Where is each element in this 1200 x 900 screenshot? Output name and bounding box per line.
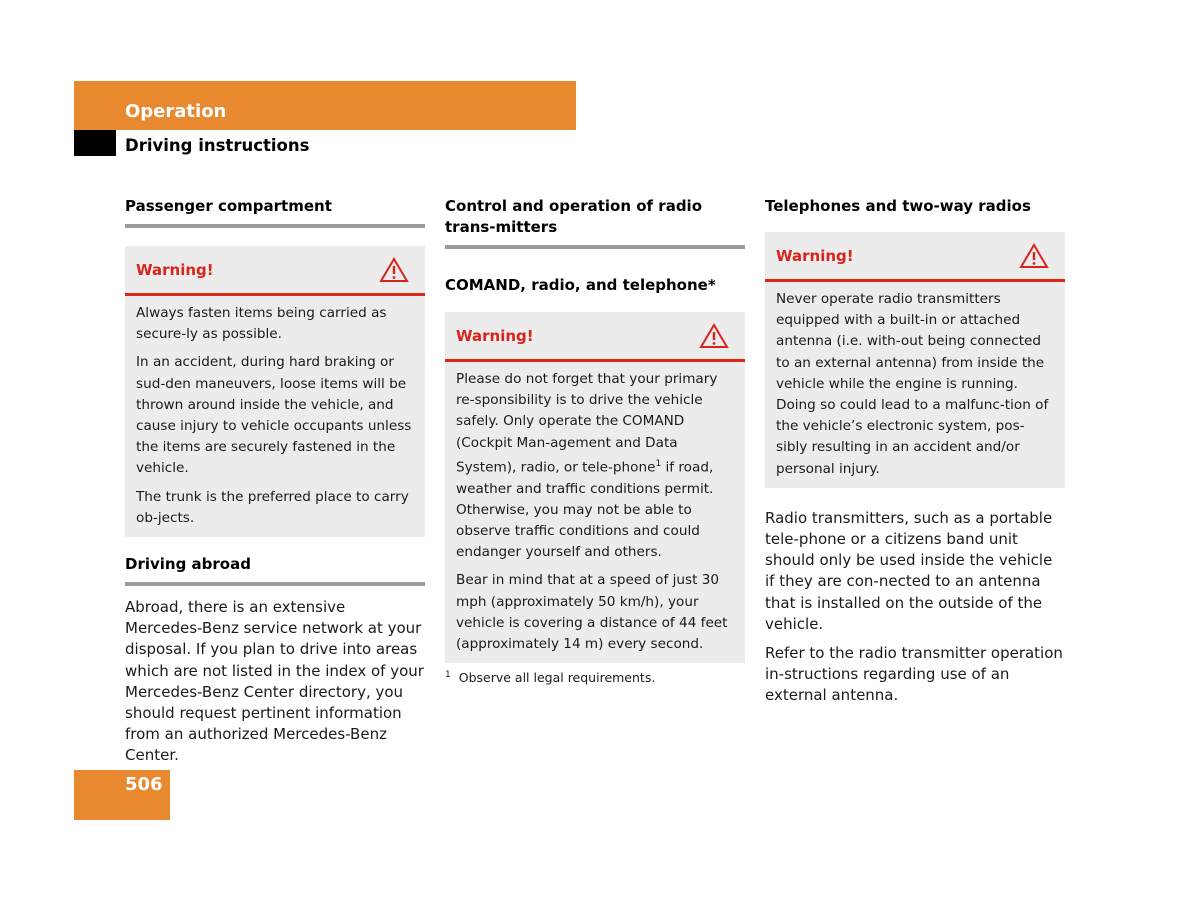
column-middle [445,196,745,685]
section-title: Driving instructions [125,136,310,155]
column-right [765,196,1065,715]
heading-comand: COMAND, radio, and telephone* [445,276,716,294]
chapter-title: Operation [125,101,227,122]
heading-driving-abroad: Driving abroad [125,554,425,586]
warning-body [765,282,1065,488]
warning-header [765,232,1065,282]
footnote-text: Observe all legal requirements. [458,670,656,686]
page-number: 506 [125,774,163,795]
warning-paragraph: The trunk is the preferred place to carry ob-jects. [136,488,409,526]
warning-label: Warning! [776,247,854,265]
warning-triangle-icon [699,323,729,349]
footnote [445,670,745,685]
warning-header [445,312,745,362]
warning-paragraph: Bear in mind that at a speed of just 30 mph (approximately 50 km/h), your vehicle is covering a distance of 44 feet (approximately 14 m) every second. [456,572,728,652]
heading-radio-transmitters: Control and operation of radio trans-mitters [445,196,745,249]
warning-body [445,362,745,663]
column-left [125,196,425,775]
warning-paragraph [456,369,734,563]
body-text [125,597,425,767]
warning-text: Please do not forget that your primary re-sponsibility is to drive the vehicle safely. Only operate the COMAND (Cockpit Man-agement and Data System), radio, or tele-phone [456,371,718,476]
body-paragraph: Refer to the radio transmitter operation in-structions regarding use of an external antenna. [765,644,1063,705]
warning-paragraph: In an accident, during hard braking or sud-den maneuvers, loose items will be thrown around inside the vehicle, and cause injury to vehicle occupants unless the items are securely fastened in the vehicle. [136,354,412,477]
warning-box [445,312,745,663]
section-marker [74,130,116,156]
warning-box [125,246,425,537]
heading-telephones: Telephones and two-way radios [765,197,1031,215]
body-text [765,508,1065,707]
warning-triangle-icon [379,257,409,283]
body-paragraph: Abroad, there is an extensive Mercedes-Benz service network at your disposal. If you plan to drive into areas which are not listed in the index of your Mercedes-Benz Center directory, you should request pertinent information from an authorized Mercedes-Benz Center. [125,598,424,765]
warning-label: Warning! [456,327,534,345]
warning-paragraph: Never operate radio transmitters equipped with a built-in or attached antenna (i.e. with-out being connected to an external antenna) from inside the vehicle while the engine is running. Doing so could lead to a malfunc-tion of the vehicle’s electronic system, pos-sibly resulting in an accident and/or personal injury. [776,291,1049,477]
warning-body [125,296,425,537]
footnote-ref: 1 [655,458,662,469]
warning-paragraph: Always fasten items being carried as secure-ly as possible. [136,305,387,343]
warning-header [125,246,425,296]
body-paragraph: Radio transmitters, such as a portable tele-phone or a citizens band unit should only be used inside the vehicle if they are con-nected to an antenna that is installed on the outside of the vehicle. [765,508,1053,633]
footnote-number: 1 [445,670,451,681]
warning-text: if road, weather and traffic conditions permit. Otherwise, you may not be able to observe traffic conditions and could endanger yourself and others. [456,459,714,561]
warning-triangle-icon [1019,243,1049,269]
warning-box [765,232,1065,488]
warning-label: Warning! [136,261,214,279]
heading-passenger-compartment: Passenger compartment [125,196,425,228]
